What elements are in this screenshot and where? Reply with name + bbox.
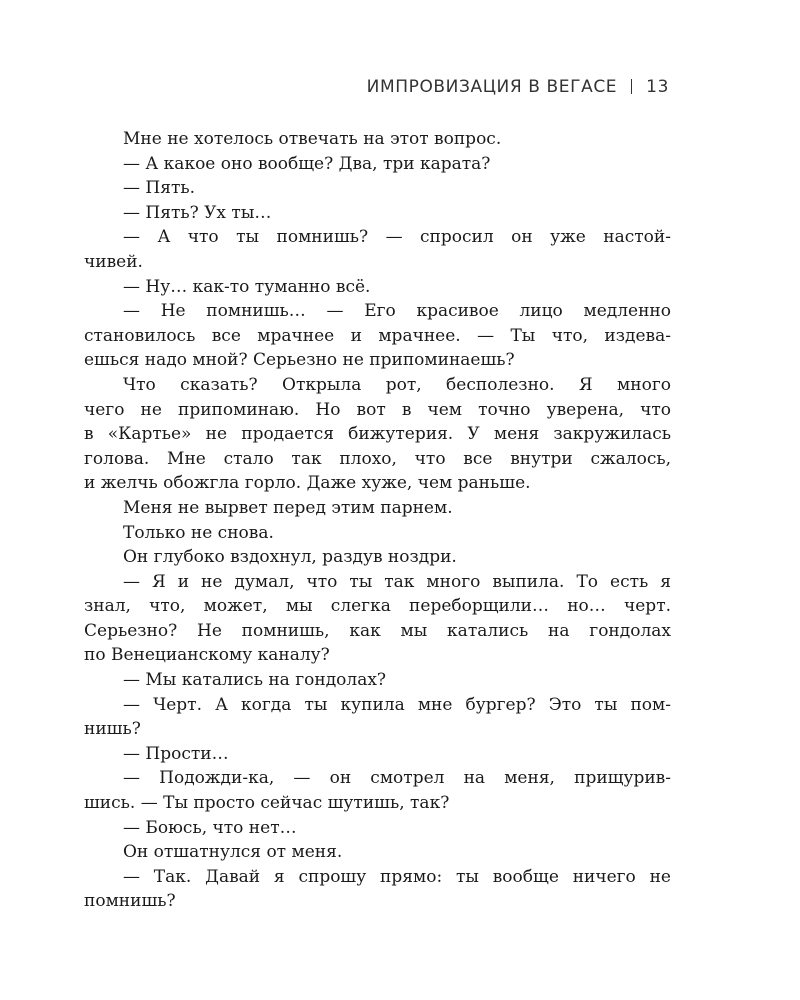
text-line: Он глубоко вздохнул, раздув ноздри.	[123, 547, 457, 568]
text-line: знал, что, может, мы слегка переборщили… но… черт.	[84, 596, 671, 617]
running-head	[367, 76, 669, 98]
text-line: — Подожди-ка, — он смотрел на меня, прищурив-	[123, 768, 671, 789]
text-line: в «Картье» не продается бижутерия. У меня закружилась	[84, 424, 671, 445]
text-line: по Венецианскому каналу?	[84, 645, 330, 666]
running-head-separator	[631, 79, 632, 94]
text-line: — А что ты помнишь? — спросил он уже настой-	[123, 227, 671, 248]
text-line: нишь?	[84, 719, 141, 740]
text-line: шись. — Ты просто сейчас шутишь, так?	[84, 793, 450, 814]
text-line: чивей.	[84, 251, 143, 272]
text-line: — А какое оно вообще? Два, три карата?	[123, 153, 491, 174]
text-line: и желчь обожгла горло. Даже хуже, чем раньше.	[84, 473, 531, 494]
text-line: — Я и не думал, что ты так много выпила. То есть я	[123, 571, 671, 592]
text-line: — Прости…	[123, 743, 229, 764]
text-line: ешься надо мной? Серьезно не припоминаешь?	[84, 350, 515, 371]
text-line: — Боюсь, что нет…	[123, 817, 297, 838]
text-line: — Пять? Ух ты…	[123, 202, 272, 223]
text-line: Что сказать? Открыла рот, бесполезно. Я много	[123, 374, 671, 395]
text-line: — Не помнишь… — Его красивое лицо медленно	[123, 301, 671, 322]
page-number: 13	[646, 77, 669, 97]
text-line: — Черт. А когда ты купила мне бургер? Это ты пом-	[123, 694, 671, 715]
text-line: Он отшатнулся от меня.	[123, 842, 343, 863]
text-line: — Пять.	[123, 178, 196, 199]
running-head-title: ИМПРОВИЗАЦИЯ В ВЕГАСЕ	[366, 77, 618, 97]
text-line: — Мы катались на гондолах?	[123, 670, 387, 691]
text-line: помнишь?	[84, 891, 176, 912]
text-line: чего не припоминаю. Но вот в чем точно уверена, что	[84, 399, 671, 420]
text-line: Мне не хотелось отвечать на этот вопрос.	[123, 129, 502, 149]
body-text	[84, 127, 671, 914]
text-line: Меня не вырвет перед этим парнем.	[123, 497, 453, 518]
text-line: Только не снова.	[123, 522, 274, 543]
text-line: голова. Мне стало так плохо, что все внутри сжалось,	[84, 448, 671, 469]
text-line: становилось все мрачнее и мрачнее. — Ты что, издева-	[84, 325, 671, 346]
text-line: — Ну… как-то туманно всё.	[123, 276, 371, 297]
text-line: Серьезно? Не помнишь, как мы катались на гондолах	[84, 620, 671, 641]
text-line: — Так. Давай я спрошу прямо: ты вообще ничего не	[123, 866, 671, 887]
